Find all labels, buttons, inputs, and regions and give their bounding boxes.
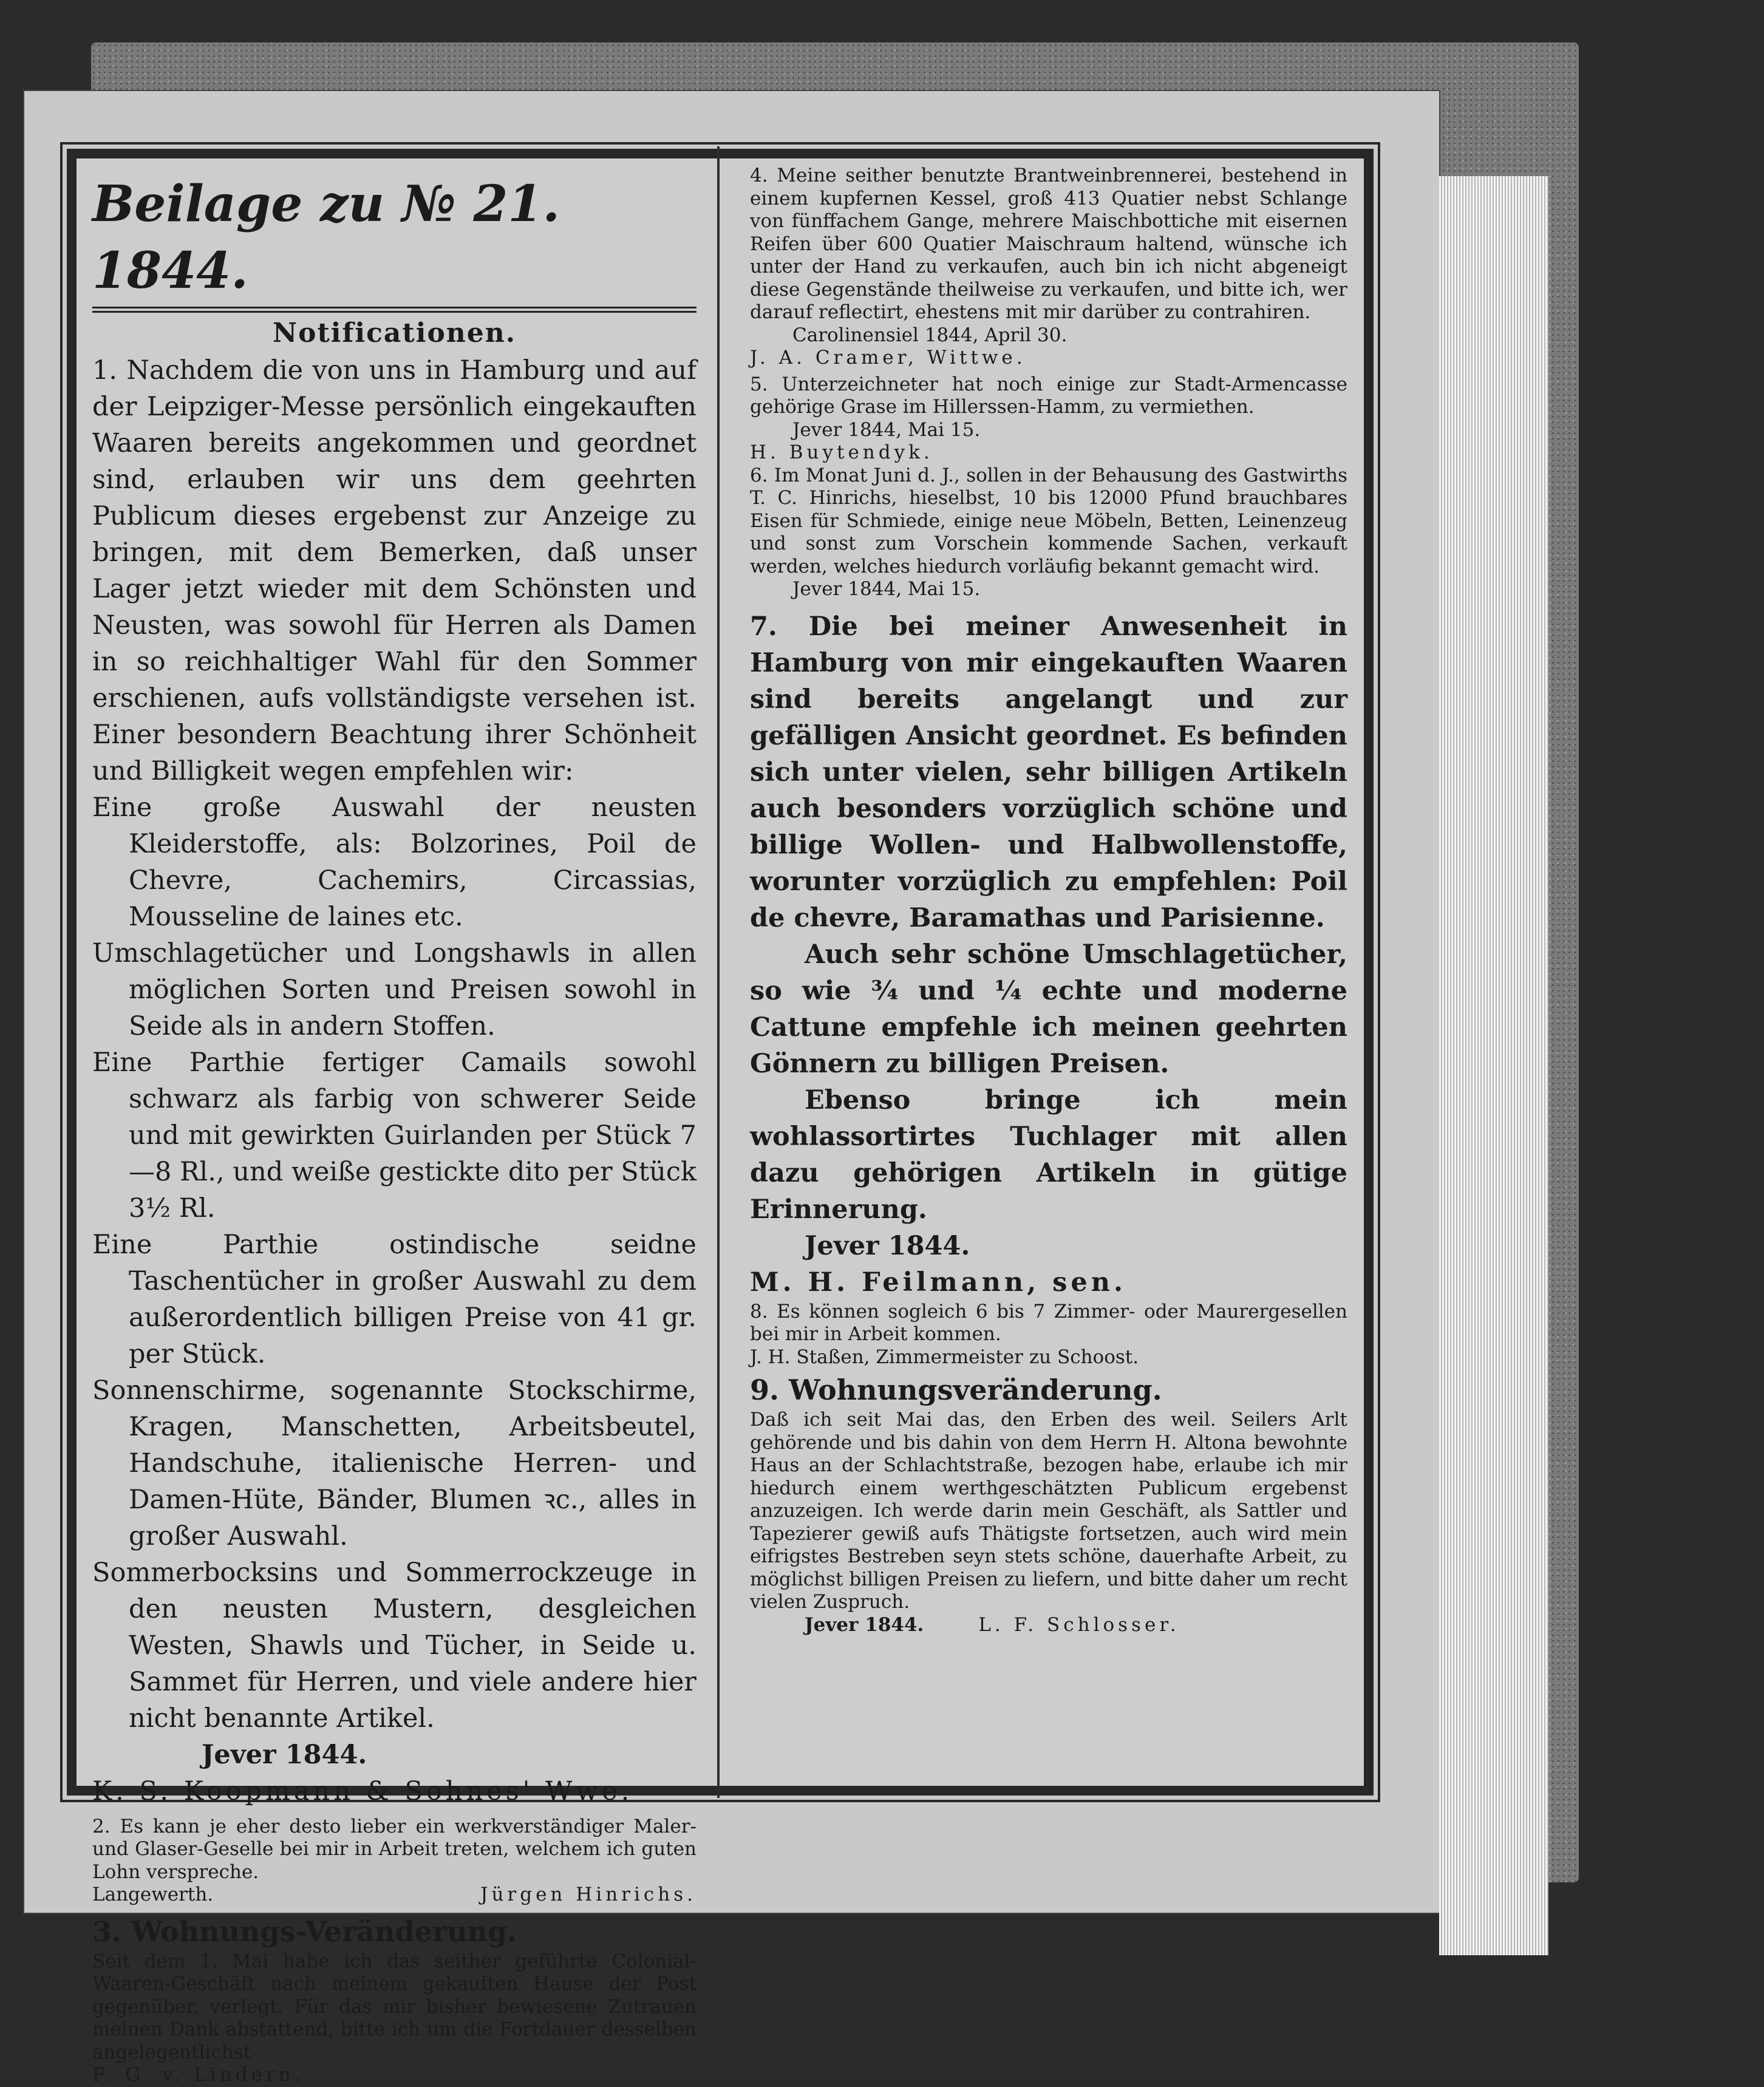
ad-9-signature: L. F. Schlosser. — [978, 1613, 1180, 1636]
ad-5-signature: H. Buytendyk. — [750, 441, 933, 463]
ad-2-place-text: Langewerth. — [92, 1884, 214, 1905]
ad-4-place: Carolinensiel 1844, April 30. — [792, 324, 1068, 346]
ad-7-place: Jever 1844. — [805, 1230, 970, 1261]
ad-5-text: 5. Unterzeichneter hat noch einige zur Stadt-Armencasse gehörige Grase im Hillerssen-Hamm, zu vermiethen. — [750, 373, 1347, 418]
ad-1-item: Eine große Auswahl der neusten Kleiderstoffe, als: Bolzorines, Poil de Chevre, Cachemirs, Circassias, Mousseline de laines etc. — [92, 792, 696, 932]
page-title: Beilage zu № 21. 1844. — [92, 171, 696, 313]
ad-3-text: Seit dem 1. Mai habe ich das seither geführte Colonial-Waaren-Geschäft nach meinem gekauften Hause der Post gegenüber, verlegt. Für das mir bisher bewiesene Zutrauen meinen Dank abstattend, bitte ich um die Fortdauer desselben angelegentlichst — [92, 1950, 696, 2063]
ad-1-intro: 1. Nachdem die von uns in Hamburg und auf der Leipziger-Messe persönlich eingekauften Waaren bereits angekommen und geordnet sind, erlauben wir uns dem geehrten Publicum dieses ergebenst zur Anzeige zu bringen, mit dem Bemerken, daß unser Lager jetzt wieder mit dem Schönsten und Neusten, was sowohl für Herren als Damen in so reichhaltiger Wahl für den Sommer erschienen, aufs vollständigste versehen ist. Einer besondern Beachtung ihrer Schönheit und Billigkeit wegen empfehlen wir: — [92, 355, 696, 786]
right-column — [729, 158, 1355, 1786]
ad-8-signature: J. H. Staßen, Zimmermeister zu Schoost. — [750, 1346, 1139, 1368]
ad-7-p2: Auch sehr schöne Umschlagetücher, so wie ¾ und ¼ echte und moderne Cattune empfehle ich meinen geehrten Gönnern zu billigen Preisen. — [750, 939, 1347, 1079]
ad-1-item: Umschlagetücher und Longshawls in allen möglichen Sorten und Preisen sowohl in Seide als in andern Stoffen. — [92, 938, 696, 1041]
page-edges — [1439, 176, 1548, 1955]
ad-2-place — [92, 1884, 696, 1907]
ad-1-item: Sommerbocksins und Sommerrockzeuge in den neusten Mustern, desgleichen Westen, Shawls und Tücher, in Seide u. Sammet für Herren, und viele andere hier nicht benannte Artikel. — [92, 1557, 696, 1734]
ad-2-text: 2. Es kann je eher desto lieber ein werkverständiger Maler- und Glaser-Geselle bei mir in Arbeit treten, welchem ich guten Lohn verspreche. — [92, 1815, 696, 1883]
ad-5-place: Jever 1844, Mai 15. — [792, 418, 981, 441]
ad-3-signature: F. G. v. Lindern. — [92, 2064, 304, 2086]
ad-9-text: Daß ich seit Mai das, den Erben des weil. Seilers Arlt gehörende und bis dahin von dem Herrn H. Altona bewohnte Haus an der Schlachtstraße, bezogen habe, erlaube ich mir hiedurch einem werthgeschätzten Publicum ergebenst anzuzeigen. Ich werde darin mein Geschäft, als Sattler und Tapezierer gewiß aufs Thätigste fortsetzen, auch wird mein eifrigstes Bestreben seyn stets schöne, dauerhafte Arbeit, zu möglichst billigen Preisen zu liefern, und bitte daher um recht vielen Zuspruch. — [750, 1409, 1347, 1613]
ad-3-heading: 3. Wohnungs-Veränderung. — [92, 1915, 517, 1948]
column-rule — [717, 146, 720, 1798]
ad-1-item: Sonnenschirme, sogenannte Stockschirme, Kragen, Manschetten, Arbeitsbeutel, Handschuhe, italienische Herren- und Damen-Hüte, Bänder, Blumen ꝛc., alles in großer Auswahl. — [92, 1375, 696, 1551]
ad-1-signature: K. S. Koopmann & Sohnes' Wwe. — [92, 1775, 633, 1806]
ad-7-p1: 7. Die bei meiner Anwesenheit in Hamburg von mir eingekauften Waaren sind bereits angelangt und zur gefälligen Ansicht geordnet. Es befinden sich unter vielen, sehr billigen Artikeln auch besonders vorzüglich schöne und billige Wollen- und Halbwollenstoffe, worunter vorzüglich zu empfehlen: Poil de chevre, Baramathas und Parisienne. — [750, 611, 1347, 933]
left-column — [77, 158, 711, 2086]
ad-6-place: Jever 1844, Mai 15. — [792, 578, 981, 600]
ad-1-place: Jever 1844. — [202, 1739, 367, 1770]
ad-9-place-line — [750, 1614, 1347, 1637]
ad-6-text: 6. Im Monat Juni d. J., sollen in der Behausung des Gastwirths T. C. Hinrichs, hieselbst, 10 bis 12000 Pfund brauchbares Eisen für Schmiede, einige neue Möbeln, Betten, Leinenzeug und sonst zum Vorschein kommende Sachen, verkauft werden, welches hiedurch vorläufig bekannt gemacht wird. — [750, 464, 1347, 577]
ad-1-item: Eine Parthie ostindische seidne Taschentücher in großer Auswahl zu dem außerordentlich billigen Preise von 41 gr. per Stück. — [92, 1229, 696, 1369]
ad-8-text: 8. Es können sogleich 6 bis 7 Zimmer- oder Maurergesellen bei mir in Arbeit kommen. — [750, 1300, 1347, 1345]
page-frame — [67, 149, 1374, 2086]
ad-9-heading: 9. Wohnungsveränderung. — [750, 1374, 1162, 1406]
ad-2-signature: Jürgen Hinrichs. — [480, 1884, 696, 1905]
ad-7-p3: Ebenso bringe ich mein wohlassortirtes Tuchlager mit allen dazu gehörigen Artikeln in gütige Erinnerung. — [750, 1084, 1347, 1225]
ad-9-place: Jever 1844. — [805, 1613, 924, 1636]
ad-1-item: Eine Parthie fertiger Camails sowohl schwarz als farbig von schwerer Seide und mit gewirkten Guirlanden per Stück 7—8 Rl., und weiße gestickte dito per Stück 3½ Rl. — [92, 1047, 696, 1224]
section-heading: Notificationen. — [272, 318, 517, 349]
ad-7-signature: M. H. Feilmann, sen. — [750, 1267, 1126, 1298]
ad-4-text: 4. Meine seither benutzte Brantweinbrennerei, bestehend in einem kupfernen Kessel, groß 413 Quatier nebst Schlange von fünffachem Gange, mehrere Maischbottiche mit eisernen Reifen über 600 Quatier Maischraum haltend, wünsche ich unter der Hand zu verkaufen, auch bin ich nicht abgeneigt diese Gegenstände theilweise zu verkaufen, und bitte ich, wer darauf reflectirt, ehestens mit mir darüber zu contrahiren. — [750, 165, 1347, 323]
ad-4-signature: J. A. Cramer, Wittwe. — [750, 347, 1026, 369]
